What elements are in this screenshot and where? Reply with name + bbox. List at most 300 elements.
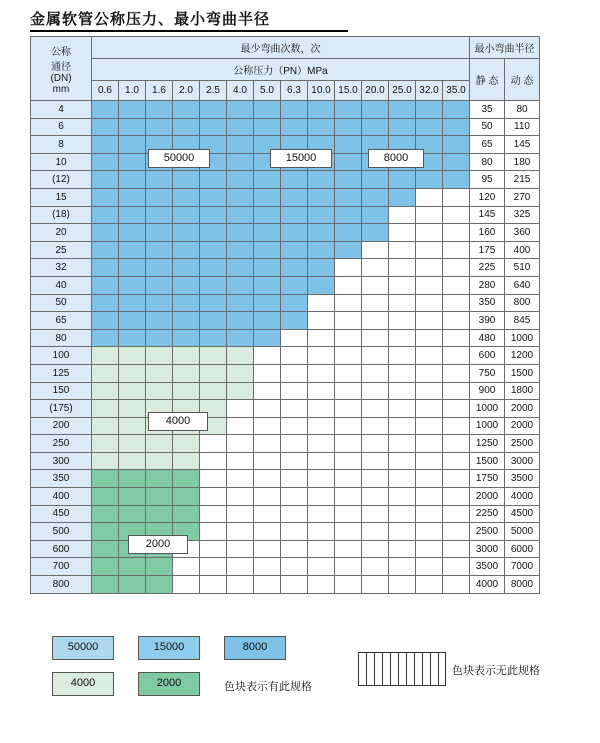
spec-cell xyxy=(308,540,335,558)
spec-cell xyxy=(416,505,443,523)
spec-cell xyxy=(92,153,119,171)
spec-cell xyxy=(335,576,362,594)
radius-dynamic-value: 215 xyxy=(505,171,540,189)
spec-cell xyxy=(119,576,146,594)
spec-cell xyxy=(335,382,362,400)
spec-cell xyxy=(308,101,335,119)
spec-cell xyxy=(200,364,227,382)
spec-cell xyxy=(362,470,389,488)
spec-cell xyxy=(200,188,227,206)
dn-value: 600 xyxy=(31,540,92,558)
spec-cell xyxy=(308,452,335,470)
spec-cell xyxy=(92,294,119,312)
radius-header: 最小弯曲半径 xyxy=(470,37,540,59)
radius-static-value: 480 xyxy=(470,329,505,347)
spec-cell xyxy=(416,452,443,470)
spec-cell xyxy=(146,329,173,347)
spec-cell xyxy=(281,364,308,382)
spec-cell xyxy=(227,329,254,347)
spec-cell xyxy=(389,382,416,400)
spec-cell xyxy=(362,488,389,506)
spec-cell xyxy=(92,259,119,277)
spec-cell xyxy=(443,206,470,224)
spec-cell xyxy=(335,136,362,154)
spec-cell xyxy=(362,576,389,594)
spec-cell xyxy=(281,118,308,136)
spec-cell xyxy=(389,171,416,189)
spec-cell xyxy=(173,101,200,119)
radius-static-value: 145 xyxy=(470,206,505,224)
spec-cell xyxy=(362,312,389,330)
dn-value: 6 xyxy=(31,118,92,136)
spec-cell xyxy=(119,101,146,119)
spec-cell xyxy=(362,259,389,277)
spec-cell xyxy=(92,417,119,435)
spec-cell xyxy=(416,523,443,541)
table-row xyxy=(31,417,540,435)
spec-cell xyxy=(146,452,173,470)
spec-cell xyxy=(281,224,308,242)
radius-static-value: 65 xyxy=(470,136,505,154)
spec-cell xyxy=(308,523,335,541)
radius-dynamic-value: 145 xyxy=(505,136,540,154)
dn-value: 500 xyxy=(31,523,92,541)
spec-cell xyxy=(308,241,335,259)
spec-cell xyxy=(146,101,173,119)
spec-cell xyxy=(308,224,335,242)
spec-cell xyxy=(335,241,362,259)
spec-cell xyxy=(362,558,389,576)
pn-col-header: 15.0 xyxy=(335,81,362,101)
spec-cell xyxy=(227,276,254,294)
spec-cell xyxy=(92,400,119,418)
spec-cell xyxy=(308,329,335,347)
spec-cell xyxy=(92,118,119,136)
spec-cell xyxy=(389,188,416,206)
radius-dynamic-value: 2000 xyxy=(505,400,540,418)
spec-cell xyxy=(362,435,389,453)
spec-cell xyxy=(254,276,281,294)
spec-cell xyxy=(92,435,119,453)
spec-cell xyxy=(227,294,254,312)
spec-cell xyxy=(416,576,443,594)
bend-count-header: 最少弯曲次数，次 xyxy=(92,37,470,59)
spec-cell xyxy=(119,558,146,576)
dn-value: 40 xyxy=(31,276,92,294)
spec-cell xyxy=(443,259,470,277)
spec-cell xyxy=(227,400,254,418)
spec-cell xyxy=(119,224,146,242)
spec-cell xyxy=(362,540,389,558)
radius-static-value: 3000 xyxy=(470,540,505,558)
spec-cell xyxy=(227,118,254,136)
spec-cell xyxy=(281,400,308,418)
radius-dynamic-value: 1800 xyxy=(505,382,540,400)
table-row xyxy=(31,347,540,365)
spec-cell xyxy=(443,558,470,576)
spec-cell xyxy=(254,558,281,576)
spec-cell xyxy=(281,188,308,206)
spec-cell xyxy=(173,488,200,506)
spec-cell xyxy=(362,294,389,312)
dn-value: 400 xyxy=(31,488,92,506)
legend-label: 50000 xyxy=(67,641,99,653)
spec-cell xyxy=(389,259,416,277)
spec-cell xyxy=(227,153,254,171)
spec-cell xyxy=(92,136,119,154)
radius-dynamic-value: 3000 xyxy=(505,452,540,470)
spec-cell xyxy=(389,400,416,418)
spec-cell xyxy=(443,312,470,330)
spec-cell xyxy=(389,294,416,312)
spec-cell xyxy=(362,171,389,189)
spec-cell xyxy=(227,224,254,242)
spec-cell xyxy=(389,241,416,259)
spec-cell xyxy=(389,347,416,365)
spec-cell xyxy=(416,417,443,435)
spec-cell xyxy=(335,153,362,171)
spec-cell xyxy=(308,558,335,576)
spec-cell xyxy=(443,417,470,435)
spec-cell xyxy=(254,347,281,365)
spec-cell xyxy=(146,364,173,382)
table-row xyxy=(31,523,540,541)
table-row xyxy=(31,452,540,470)
spec-cell xyxy=(281,470,308,488)
spec-cell xyxy=(416,259,443,277)
radius-dynamic-value: 1200 xyxy=(505,347,540,365)
dn-value: 65 xyxy=(31,312,92,330)
spec-cell xyxy=(416,241,443,259)
radius-static-header: 静 态 xyxy=(470,59,505,101)
dn-value: (12) xyxy=(31,171,92,189)
spec-cell xyxy=(443,523,470,541)
spec-cell xyxy=(200,224,227,242)
spec-cell xyxy=(254,435,281,453)
spec-cell xyxy=(389,329,416,347)
spec-cell xyxy=(335,400,362,418)
legend-label: 8000 xyxy=(242,641,268,653)
spec-cell xyxy=(92,312,119,330)
pn-col-header: 6.3 xyxy=(281,81,308,101)
radius-static-value: 175 xyxy=(470,241,505,259)
dn-value: 50 xyxy=(31,294,92,312)
spec-cell xyxy=(227,576,254,594)
spec-cell xyxy=(443,540,470,558)
spec-cell xyxy=(308,118,335,136)
table-row xyxy=(31,576,540,594)
spec-cell xyxy=(335,452,362,470)
spec-cell xyxy=(173,470,200,488)
spec-cell xyxy=(254,241,281,259)
spec-cell xyxy=(200,540,227,558)
dn-value: 250 xyxy=(31,435,92,453)
spec-cell xyxy=(146,435,173,453)
spec-cell xyxy=(308,294,335,312)
spec-cell xyxy=(254,576,281,594)
spec-cell xyxy=(146,118,173,136)
spec-cell xyxy=(416,206,443,224)
dn-value: 4 xyxy=(31,101,92,119)
spec-cell xyxy=(92,329,119,347)
spec-cell xyxy=(227,171,254,189)
spec-cell xyxy=(119,276,146,294)
spec-cell xyxy=(146,206,173,224)
pn-col-header: 25.0 xyxy=(389,81,416,101)
table-row xyxy=(31,206,540,224)
spec-cell xyxy=(443,576,470,594)
pn-col-header: 1.6 xyxy=(146,81,173,101)
spec-cell xyxy=(146,294,173,312)
dn-value: 10 xyxy=(31,153,92,171)
radius-static-value: 225 xyxy=(470,259,505,277)
spec-cell xyxy=(119,329,146,347)
spec-cell xyxy=(254,206,281,224)
spec-cell xyxy=(281,435,308,453)
spec-cell xyxy=(227,470,254,488)
radius-static-value: 350 xyxy=(470,294,505,312)
table-row xyxy=(31,505,540,523)
dn-value: 100 xyxy=(31,347,92,365)
spec-cell xyxy=(443,452,470,470)
spec-cell xyxy=(92,206,119,224)
spec-cell xyxy=(119,259,146,277)
spec-cell xyxy=(362,224,389,242)
legend-item xyxy=(52,636,114,660)
dn-value: 350 xyxy=(31,470,92,488)
spec-cell xyxy=(335,312,362,330)
radius-static-value: 4000 xyxy=(470,576,505,594)
spec-cell xyxy=(92,276,119,294)
spec-cell xyxy=(416,276,443,294)
spec-cell xyxy=(308,576,335,594)
spec-cell xyxy=(200,329,227,347)
spec-cell xyxy=(200,294,227,312)
spec-cell xyxy=(119,153,146,171)
spec-cell xyxy=(227,523,254,541)
spec-cell xyxy=(200,259,227,277)
radius-dynamic-value: 3500 xyxy=(505,470,540,488)
spec-cell xyxy=(119,400,146,418)
spec-cell xyxy=(92,171,119,189)
spec-cell xyxy=(335,294,362,312)
pn-col-header: 10.0 xyxy=(308,81,335,101)
spec-cell xyxy=(443,329,470,347)
spec-cell xyxy=(227,417,254,435)
title-underline xyxy=(30,30,348,32)
value-callout: 2000 xyxy=(128,535,188,554)
spec-cell xyxy=(173,576,200,594)
radius-dynamic-value: 180 xyxy=(505,153,540,171)
spec-cell xyxy=(200,558,227,576)
value-callout: 50000 xyxy=(148,149,210,168)
spec-cell xyxy=(119,241,146,259)
table-row xyxy=(31,488,540,506)
spec-cell xyxy=(416,294,443,312)
spec-cell xyxy=(416,312,443,330)
dn-value: 125 xyxy=(31,364,92,382)
table-row xyxy=(31,329,540,347)
spec-cell xyxy=(146,488,173,506)
spec-cell xyxy=(335,101,362,119)
legend-label: 15000 xyxy=(153,641,185,653)
table-row xyxy=(31,540,540,558)
spec-cell xyxy=(119,312,146,330)
table-row xyxy=(31,241,540,259)
spec-cell xyxy=(308,470,335,488)
no-spec-note: 色块表示无此规格 xyxy=(452,665,540,677)
pn-col-header: 2.0 xyxy=(173,81,200,101)
spec-cell xyxy=(92,364,119,382)
radius-static-value: 280 xyxy=(470,276,505,294)
spec-cell xyxy=(200,118,227,136)
spec-cell xyxy=(200,276,227,294)
spec-cell xyxy=(146,241,173,259)
spec-cell xyxy=(281,101,308,119)
radius-dynamic-value: 845 xyxy=(505,312,540,330)
spec-cell xyxy=(254,488,281,506)
spec-cell xyxy=(416,364,443,382)
dn-value: 450 xyxy=(31,505,92,523)
radius-static-value: 1500 xyxy=(470,452,505,470)
table-row xyxy=(31,259,540,277)
spec-cell xyxy=(362,417,389,435)
spec-cell xyxy=(227,540,254,558)
table-row xyxy=(31,435,540,453)
radius-static-value: 2250 xyxy=(470,505,505,523)
spec-cell xyxy=(281,294,308,312)
spec-cell xyxy=(200,576,227,594)
spec-cell xyxy=(362,188,389,206)
spec-cell xyxy=(92,488,119,506)
spec-cell xyxy=(200,523,227,541)
spec-cell xyxy=(281,382,308,400)
value-callout: 8000 xyxy=(368,149,424,168)
spec-cell xyxy=(362,241,389,259)
radius-dynamic-value: 6000 xyxy=(505,540,540,558)
spec-cell xyxy=(146,259,173,277)
spec-cell xyxy=(443,276,470,294)
spec-cell xyxy=(227,206,254,224)
spec-cell xyxy=(443,505,470,523)
pn-header: 公称压力（PN）MPa xyxy=(92,59,470,81)
radius-static-value: 900 xyxy=(470,382,505,400)
spec-cell xyxy=(254,505,281,523)
radius-static-value: 2500 xyxy=(470,523,505,541)
spec-cell xyxy=(200,505,227,523)
spec-cell xyxy=(416,224,443,242)
spec-cell xyxy=(389,523,416,541)
spec-cell xyxy=(362,101,389,119)
spec-cell xyxy=(254,118,281,136)
spec-cell xyxy=(119,435,146,453)
spec-cell xyxy=(200,470,227,488)
spec-cell xyxy=(119,364,146,382)
spec-cell xyxy=(254,224,281,242)
radius-static-value: 1750 xyxy=(470,470,505,488)
pn-col-header: 4.0 xyxy=(227,81,254,101)
spec-cell xyxy=(308,206,335,224)
spec-cell xyxy=(119,382,146,400)
radius-static-value: 160 xyxy=(470,224,505,242)
pn-col-header: 0.6 xyxy=(92,81,119,101)
spec-cell xyxy=(254,329,281,347)
spec-cell xyxy=(92,540,119,558)
spec-cell xyxy=(119,452,146,470)
spec-cell xyxy=(308,276,335,294)
spec-cell xyxy=(254,470,281,488)
spec-cell xyxy=(173,224,200,242)
table-row xyxy=(31,224,540,242)
spec-cell xyxy=(254,452,281,470)
spec-cell xyxy=(362,523,389,541)
spec-cell xyxy=(227,364,254,382)
spec-cell xyxy=(227,505,254,523)
spec-cell xyxy=(443,241,470,259)
spec-cell xyxy=(200,312,227,330)
radius-dynamic-value: 640 xyxy=(505,276,540,294)
dn-value: 300 xyxy=(31,452,92,470)
spec-cell xyxy=(119,206,146,224)
legend-item xyxy=(138,636,200,660)
spec-cell xyxy=(173,452,200,470)
dn-value: 700 xyxy=(31,558,92,576)
spec-cell xyxy=(389,224,416,242)
spec-cell xyxy=(173,364,200,382)
table-row xyxy=(31,118,540,136)
radius-static-value: 3500 xyxy=(470,558,505,576)
spec-cell xyxy=(227,435,254,453)
spec-cell xyxy=(254,364,281,382)
spec-cell xyxy=(200,382,227,400)
spec-cell xyxy=(281,576,308,594)
radius-static-value: 35 xyxy=(470,101,505,119)
dn-value: 80 xyxy=(31,329,92,347)
spec-cell xyxy=(389,505,416,523)
spec-cell xyxy=(173,382,200,400)
spec-cell xyxy=(254,294,281,312)
spec-cell xyxy=(119,188,146,206)
spec-cell xyxy=(146,171,173,189)
spec-cell xyxy=(146,276,173,294)
spec-cell xyxy=(227,101,254,119)
spec-cell xyxy=(254,101,281,119)
spec-table xyxy=(30,36,540,594)
spec-cell xyxy=(335,523,362,541)
spec-cell xyxy=(308,400,335,418)
value-callout: 4000 xyxy=(148,412,208,431)
spec-cell xyxy=(173,505,200,523)
spec-cell xyxy=(281,276,308,294)
spec-cell xyxy=(362,382,389,400)
radius-dynamic-value: 360 xyxy=(505,224,540,242)
spec-cell xyxy=(362,364,389,382)
spec-cell xyxy=(443,136,470,154)
spec-cell xyxy=(416,329,443,347)
spec-cell xyxy=(416,470,443,488)
legend-item xyxy=(138,672,200,696)
spec-cell xyxy=(227,241,254,259)
radius-dynamic-value: 800 xyxy=(505,294,540,312)
dn-header-line-3: (DN) xyxy=(50,72,72,84)
spec-cell xyxy=(443,153,470,171)
spec-cell xyxy=(389,558,416,576)
spec-cell xyxy=(254,400,281,418)
spec-cell xyxy=(362,452,389,470)
spec-cell xyxy=(308,259,335,277)
dn-value: 25 xyxy=(31,241,92,259)
spec-cell xyxy=(362,118,389,136)
